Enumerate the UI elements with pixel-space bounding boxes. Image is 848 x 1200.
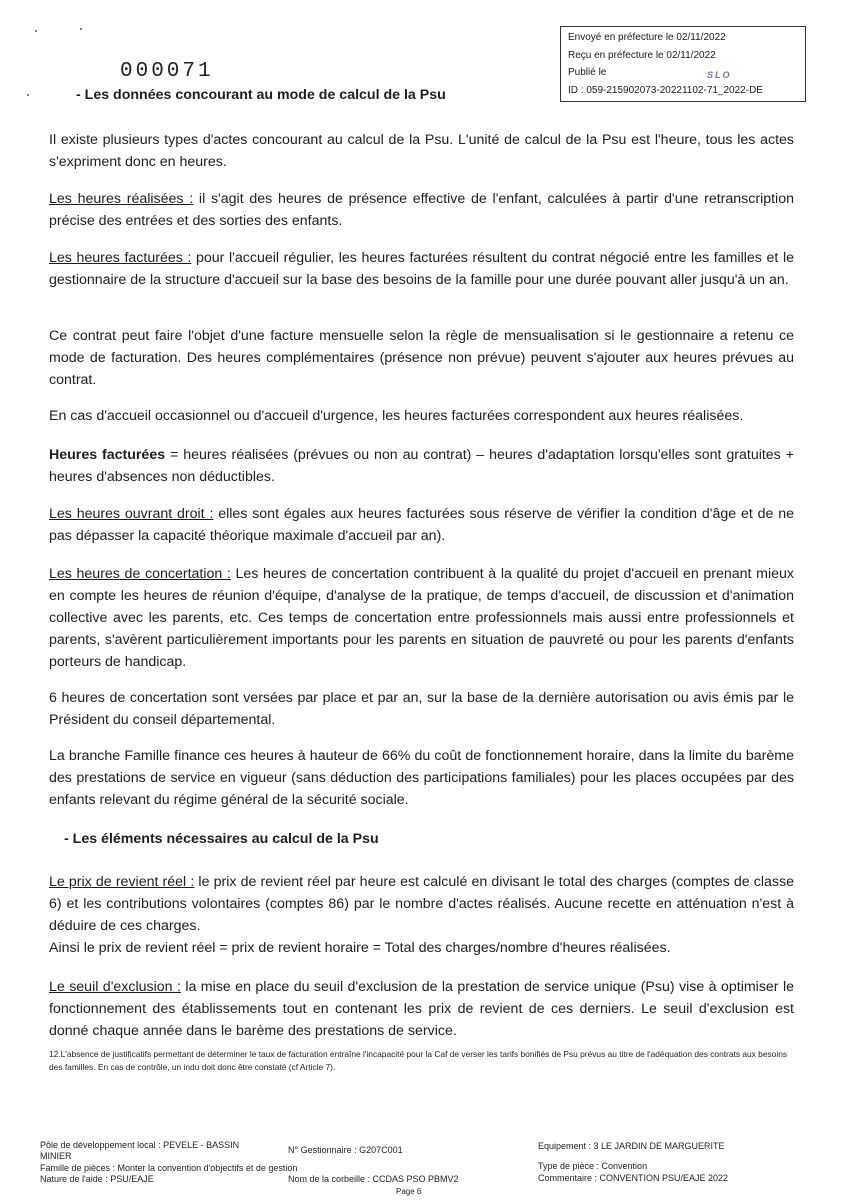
section-body-4 bbox=[49, 325, 794, 391]
section-heading-elements: - Les éléments nécessaires au calcul de la Psu bbox=[64, 831, 379, 847]
stamp-sent-date: Envoyé en préfecture le 02/11/2022 bbox=[568, 32, 726, 43]
term-heures-facturees-formula: Heures facturées bbox=[49, 447, 166, 463]
paragraph bbox=[49, 871, 794, 937]
paragraph bbox=[49, 503, 794, 547]
document-footer bbox=[0, 1140, 848, 1200]
paragraph-text: Les heures de concertation contribuent à la qualité du projet d'accueil en prenant mieux en compte les heures de réunion d'équipe, d'analyse de la pratique, de temps d'accueil, de discussion et d'animation collective avec les parents, etc. Ces temps de concertation entre professionnels mais aussi entre professionnels et parents, s'avèrent particulièrement importants pour les parents en situation de pauvreté ou pour les parents d'enfants porteurs de handicap. bbox=[49, 566, 794, 670]
paragraph bbox=[49, 563, 794, 673]
footer-equipement: Equipement : 3 LE JARDIN DE MARGUERITE bbox=[538, 1141, 725, 1151]
footer-famille: Famille de pièces : Monter la convention d'objectifs et de gestion bbox=[40, 1163, 298, 1173]
scan-speck bbox=[80, 28, 82, 30]
footer-gestionnaire: N° Gestionnaire : G207C001 bbox=[288, 1145, 403, 1155]
scan-speck bbox=[27, 94, 29, 96]
document-number: 000071 bbox=[120, 60, 214, 83]
section-body-8 bbox=[49, 563, 794, 673]
stamp-logo: SLO bbox=[707, 70, 732, 80]
scan-speck bbox=[35, 30, 37, 32]
paragraph: En cas d'accueil occasionnel ou d'accueil d'urgence, les heures facturées correspondent aux heures réalisées. bbox=[49, 408, 744, 424]
stamp-received-date: Reçu en préfecture le 02/11/2022 bbox=[568, 49, 716, 61]
stamp-id: ID : 059-215902073-20221102-71_2022-DE bbox=[568, 84, 763, 96]
paragraph-text: la mise en place du seuil d'exclusion de la prestation de service unique (Psu) vise à optimiser le fonctionnement des établissements tout en contenant les prix de revient de ces derniers. Le seuil d'exclusion est donné chaque année dans le barème des prestations de service. bbox=[49, 979, 794, 1039]
paragraph bbox=[49, 188, 794, 232]
section-body-2 bbox=[49, 188, 794, 232]
section2-body-1 bbox=[49, 871, 794, 959]
footer-pole: Pôle de développement local : PEVELE - BASSIN bbox=[40, 1140, 240, 1150]
stamp-published: Publié le bbox=[568, 67, 607, 78]
footer-page-number: Page 6 bbox=[396, 1187, 422, 1196]
section-body-5 bbox=[49, 405, 794, 427]
paragraph: Ainsi le prix de revient réel = prix de revient horaire = Total des charges/nombre d'heures réalisées. bbox=[49, 940, 671, 956]
paragraph: 6 heures de concertation sont versées par place et par an, sur la base de la dernière autorisation ou avis émis par le Président du conseil départemental. bbox=[49, 690, 794, 728]
term-heures-realisees: Les heures réalisées : bbox=[49, 191, 194, 207]
footer-type-piece: Type de pièce : Convention bbox=[538, 1161, 648, 1171]
term-heures-concertation: Les heures de concertation : bbox=[49, 566, 231, 582]
paragraph: La branche Famille finance ces heures à hauteur de 66% du coût de fonctionnement horaire, dans la limite du barème des prestations de service en vigueur (sans déduction des participations familiales) pour les places occupées par des enfants relevant du régime général de la sécurité sociale. bbox=[49, 748, 794, 808]
footer-commentaire: Commentaire : CONVENTION PSU/EAJE 2022 bbox=[538, 1173, 729, 1183]
prefecture-stamp bbox=[560, 26, 806, 102]
paragraph-text: le prix de revient réel par heure est calculé en divisant le total des charges (comptes de classe 6) et les contributions volontaires (comptes 86) par le nombre d'actes réalisés. Aucune recette en atténuation n'est à déduire de ces charges. bbox=[49, 874, 794, 934]
paragraph bbox=[49, 247, 794, 291]
footer-pole-continued: MINIER bbox=[40, 1151, 72, 1161]
section-body-9 bbox=[49, 687, 794, 731]
footer-corbeille: Nom de la corbeille : CCDAS PSO PBMV2 bbox=[288, 1174, 459, 1184]
paragraph-text: = heures réalisées (prévues ou non au contrat) – heures d'adaptation lorsqu'elles sont gratuites + heures d'absences non déductibles. bbox=[49, 447, 794, 485]
section-body-6 bbox=[49, 444, 794, 488]
paragraph-text: il s'agit des heures de présence effective de l'enfant, calculées à partir d'une retranscription précise des entrées et des sorties des enfants. bbox=[49, 191, 794, 229]
term-heures-facturees: Les heures facturées : bbox=[49, 250, 192, 266]
section-body-10 bbox=[49, 745, 794, 811]
section-body-3 bbox=[49, 247, 794, 291]
paragraph: Ce contrat peut faire l'objet d'une facture mensuelle selon la règle de mensualisation si le gestionnaire a retenu ce mode de facturation. Des heures complémentaires (présence non prévue) peuvent s'ajouter aux heures prévues au contrat. bbox=[49, 328, 794, 388]
section2-body-2 bbox=[49, 976, 794, 1042]
paragraph-text: pour l'accueil régulier, les heures facturées résultent du contrat négocié entre les familles et le gestionnaire de la structure d'accueil sur la base des besoins de la famille pour une durée pouvant aller jusqu'à un an. bbox=[49, 250, 794, 288]
section-heading-data: - Les données concourant au mode de calcul de la Psu bbox=[76, 87, 446, 103]
section-body-7 bbox=[49, 503, 794, 547]
paragraph bbox=[49, 444, 794, 488]
paragraph-text: elles sont égales aux heures facturées sous réserve de vérifier la condition d'âge et de ne pas dépasser la capacité théorique maximale d'accueil par an). bbox=[49, 506, 794, 544]
footer-nature: Nature de l'aide : PSU/EAJE bbox=[40, 1174, 154, 1184]
term-heures-ouvrant-droit: Les heures ouvrant droit : bbox=[49, 506, 214, 522]
paragraph bbox=[49, 976, 794, 1042]
footnote-12: 12.L'absence de justificatifs permettant de déterminer le taux de facturation entraîne l'incapacité pour la Caf de verser les tarifs bonifiés de Psu prévus au titre de l'adéquation des contrats aux besoins des familles. En cas de contrôle, un indu doit donc être constaté (cf Article 7). bbox=[49, 1049, 788, 1072]
section-body-1 bbox=[49, 129, 794, 173]
term-seuil-exclusion: Le seuil d'exclusion : bbox=[49, 979, 181, 995]
paragraph: Il existe plusieurs types d'actes concourant au calcul de la Psu. L'unité de calcul de la Psu est l'heure, tous les actes s'expriment donc en heures. bbox=[49, 132, 794, 170]
term-prix-de-revient: Le prix de revient réel : bbox=[49, 874, 195, 890]
